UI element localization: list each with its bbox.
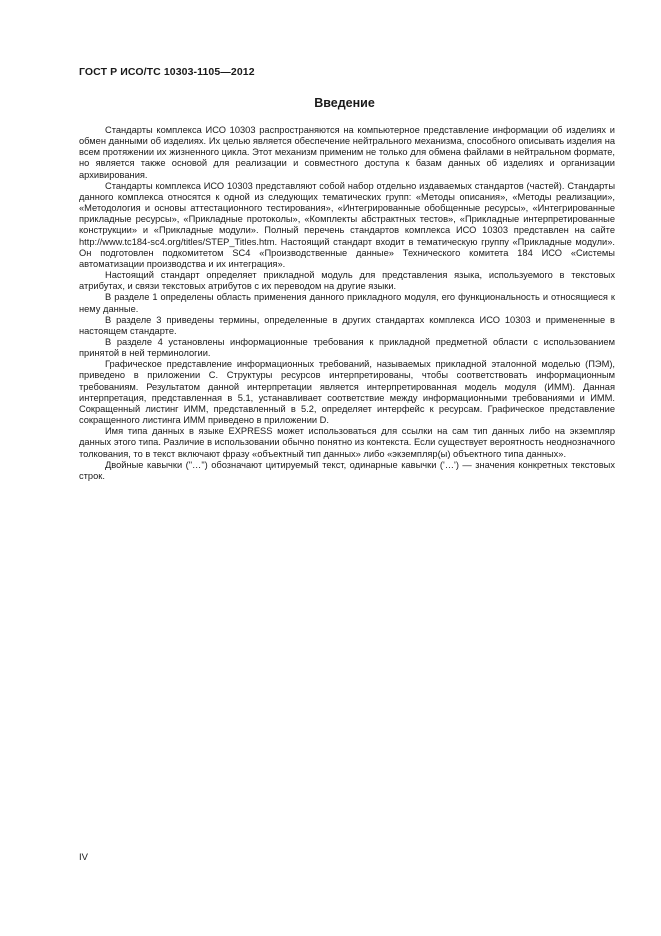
paragraph: Настоящий стандарт определяет прикладной модуль для представления языка, используемого в текстовых атрибутах, и связи текстовых атрибутов с их переводом на другие языки.	[79, 270, 615, 292]
paragraph: Стандарты комплекса ИСО 10303 распространяются на компьютерное представление информации об изделиях и обмен данными об изделиях. Их целью является обеспечение нейтрального механизма, способного описывать изделия на всем протяжении их жизненного цикла. Этот механизм применим не только для обмена файлами в нейтральном формате, но является также основой для реализации и совместного доступа к базам данных об изделиях и организации архивирования.	[79, 125, 615, 180]
body-text	[79, 125, 615, 482]
document-header: ГОСТ Р ИСО/ТС 10303-1105—2012	[79, 66, 255, 78]
page-number: IV	[79, 852, 88, 863]
paragraph: Графическое представление информационных требований, называемых прикладной эталонной моделью (ПЭМ), приведено в приложении С. Структуры ресурсов интерпретированы, чтобы соответствовать информационным требованиям. Результатом данной интерпретации является интерпретированная модель модуля (ИММ). Данная интерпретация, представленная в 5.1, устанавливает соответствие между информационными требованиями и ИММ. Сокращенный листинг ИММ, представленный в 5.2, определяет интерфейс к ресурсам. Графическое представление сокращенного листинга ИММ приведено в приложении D.	[79, 359, 615, 426]
section-title: Введение	[314, 96, 375, 110]
paragraph: В разделе 1 определены область применения данного прикладного модуля, его функциональность и относящиеся к нему данные.	[79, 292, 615, 314]
paragraph: Стандарты комплекса ИСО 10303 представляют собой набор отдельно издаваемых стандартов (частей). Стандарты данного комплекса относятся к одной из следующих тематических групп: «Методы описания», «Методы реализации», «Методология и основы аттестационного тестирования», «Интегрированные обобщенные ресурсы», «Интегрированные прикладные ресурсы», «Прикладные протоколы», «Комплекты абстрактных тестов», «Прикладные интерпретированные конструкции» и «Прикладные модули». Полный перечень стандартов комплекса ИСО 10303 представлен на сайте http://www.tc184-sc4.org/titles/STEP_Titles.htm. Настоящий стандарт входит в тематическую группу «Прикладные модули». Он подготовлен подкомитетом SC4 «Производственные данные» Технического комитета 184 ИСО «Системы автоматизации производства и их интеграция».	[79, 180, 615, 269]
paragraph: В разделе 3 приведены термины, определенные в других стандартах комплекса ИСО 10303 и примененные в настоящем стандарте.	[79, 314, 615, 336]
paragraph: Двойные кавычки ("…") обозначают цитируемый текст, одинарные кавычки ('…') — значения конкретных текстовых строк.	[79, 459, 615, 481]
paragraph: В разделе 4 установлены информационные требования к прикладной предметной области с использованием принятой в ней терминологии.	[79, 336, 615, 359]
paragraph: Имя типа данных в языке EXPRESS может использоваться для ссылки на сам тип данных либо на экземпляр данных этого типа. Различие в использовании обычно понятно из контекста. Если существует вероятность неоднозначного толкования, то в текст включают фразу «объектный тип данных» либо «экземпляр(ы) объектного типа данных».	[79, 426, 615, 459]
